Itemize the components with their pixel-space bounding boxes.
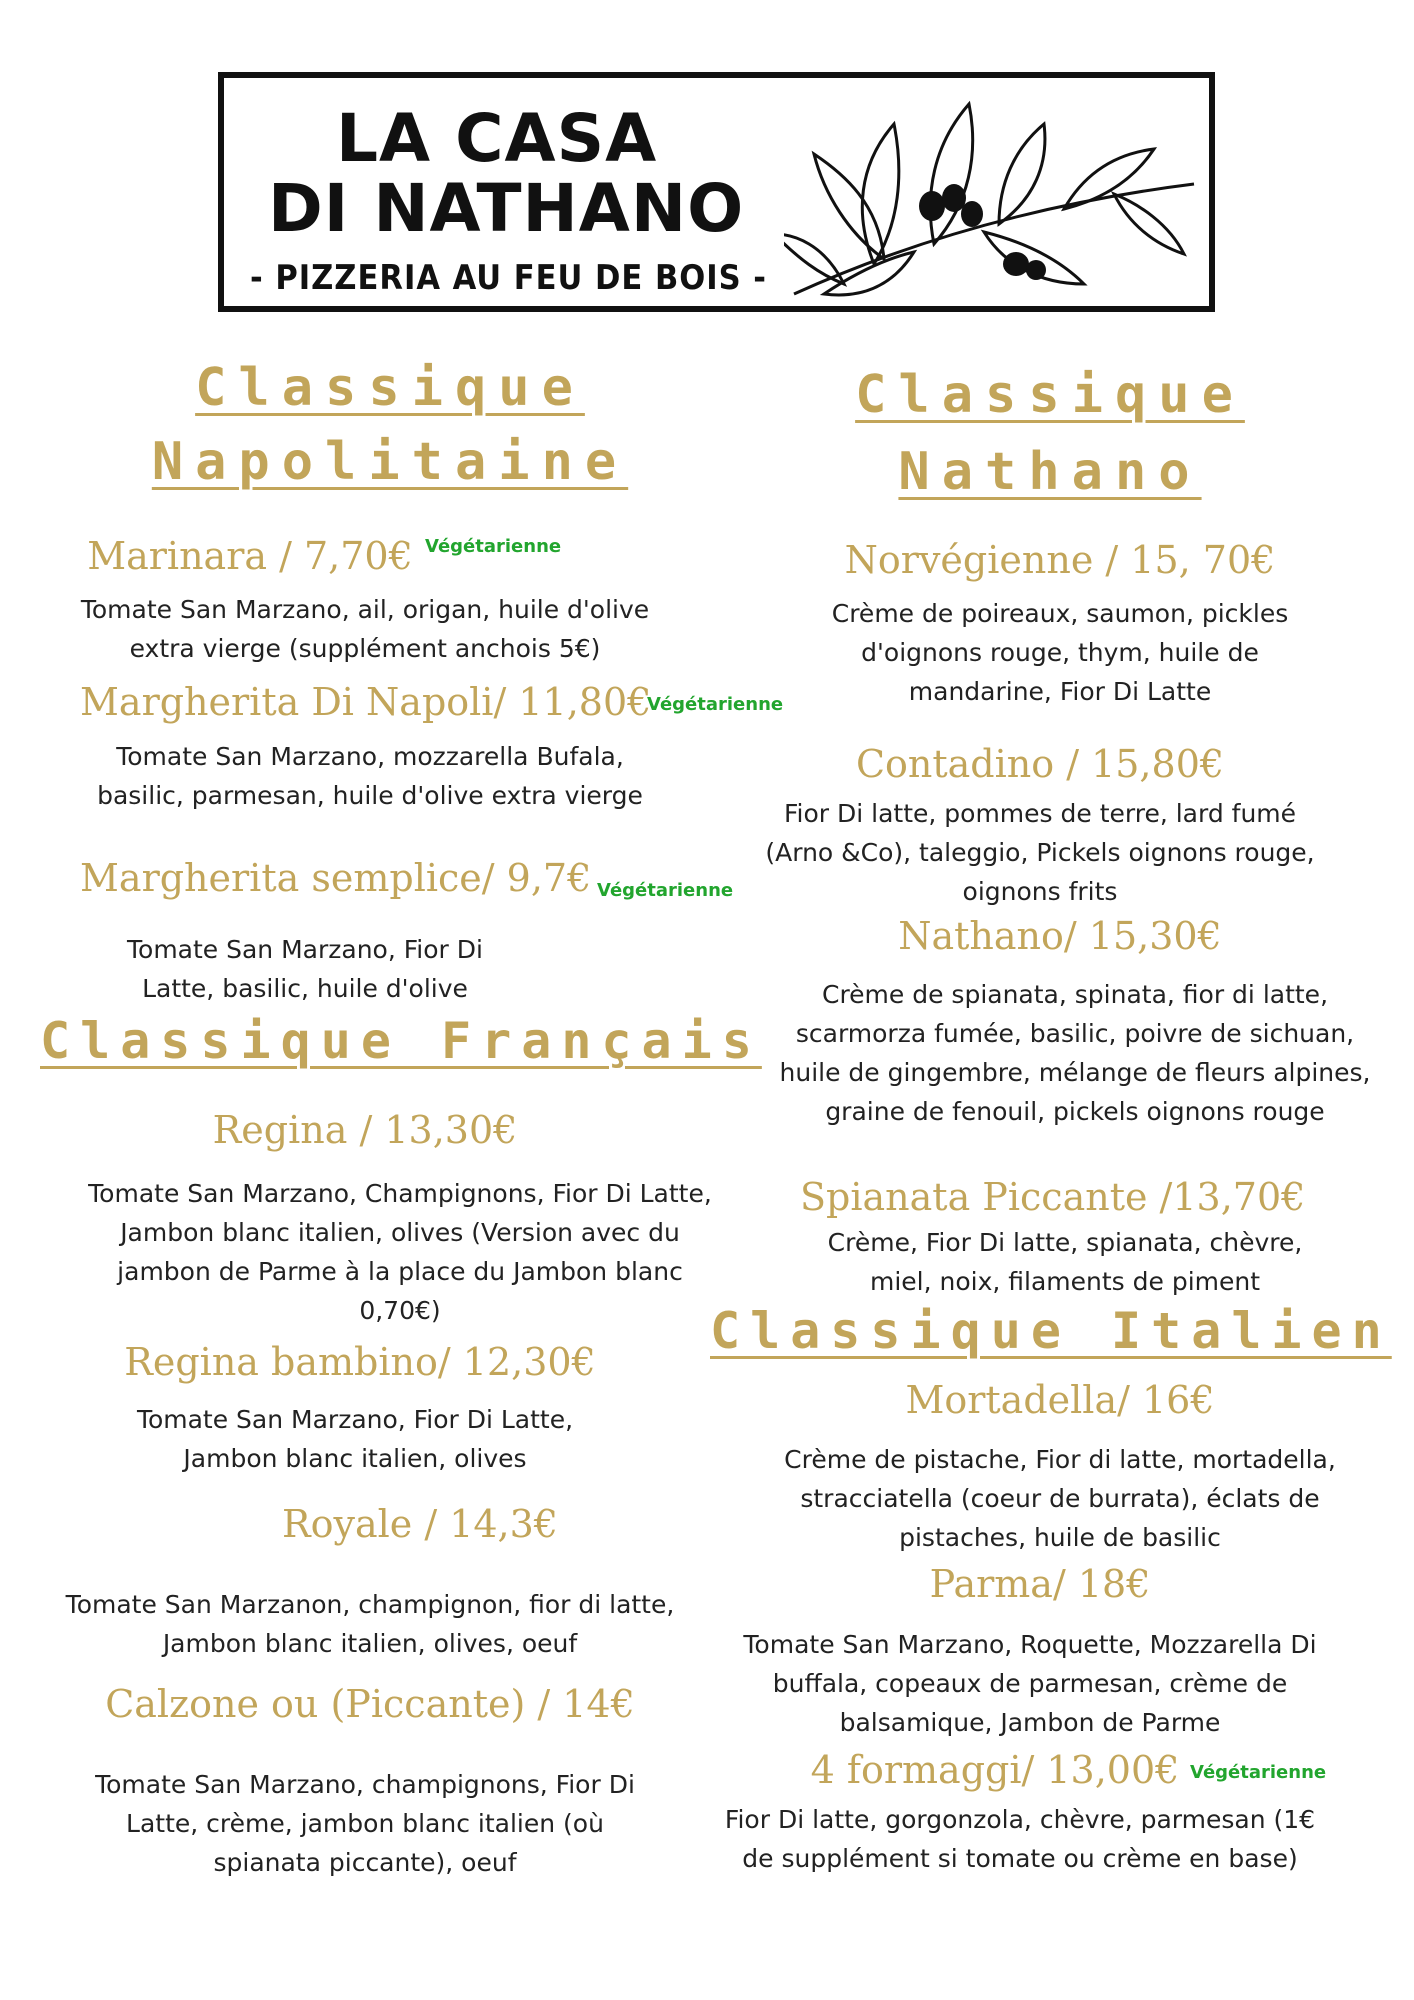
- item-desc-calzone: Tomate San Marzano, champignons, Fior Di Latte, crème, jambon blanc italien (où spianata piccante), oeuf: [95, 1770, 635, 1877]
- section-title-nathano-line1: Classique: [855, 365, 1245, 425]
- item-name-mortadella: Mortadella/ 16€: [905, 1378, 1215, 1422]
- item-desc-royale: Tomate San Marzanon, champignon, fior di latte, Jambon blanc italien, olives, oeuf: [65, 1590, 675, 1658]
- logo-subtitle: - PIZZERIA AU FEU DE BOIS -: [250, 258, 768, 298]
- item-desc-margherita-semplice: Tomate San Marzano, Fior Di Latte, basilic, huile d'olive: [127, 935, 483, 1003]
- item-name-norvegienne: Norvégienne / 15, 70€: [844, 538, 1276, 582]
- olive-branch-icon: [784, 94, 1204, 304]
- section-title-francais: Classique Français: [40, 1012, 762, 1070]
- item-name-spianata-piccante: Spianata Piccante /13,70€: [800, 1175, 1306, 1219]
- item-desc-nathano: Crème de spianata, spinata, fior di latte, scarmorza fumée, basilic, poivre de sichuan, huile de gingembre, mélange de fleurs alpines, graine de fenouil, pickels oignons rouge: [779, 980, 1371, 1126]
- item-desc-regina: Tomate San Marzano, Champignons, Fior Di Latte, Jambon blanc italien, olives (Version avec du jambon de Parme à la place du Jambon blanc 0,70€): [88, 1179, 712, 1325]
- item-desc-parma: Tomate San Marzano, Roquette, Mozzarella Di buffala, copeaux de parmesan, crème de balsamique, Jambon de Parme: [743, 1630, 1317, 1737]
- item-desc-contadino: Fior Di latte, pommes de terre, lard fumé (Arno &Co), taleggio, Pickels oignons rouge, oignons frits: [765, 799, 1315, 906]
- item-name-regina-bambino: Regina bambino/ 12,30€: [124, 1340, 596, 1384]
- logo-line-1: LA CASA: [336, 100, 658, 177]
- item-name-contadino: Contadino / 15,80€: [855, 742, 1225, 786]
- item-desc-margherita-napoli: Tomate San Marzano, mozzarella Bufala, basilic, parmesan, huile d'olive extra vierge: [97, 742, 643, 810]
- item-name-regina: Regina / 13,30€: [212, 1108, 518, 1152]
- item-name-parma: Parma/ 18€: [929, 1562, 1151, 1606]
- item-desc-regina-bambino: Tomate San Marzano, Fior Di Latte, Jambon blanc italien, olives: [136, 1405, 574, 1473]
- item-desc-marinara: Tomate San Marzano, ail, origan, huile d'olive extra vierge (supplément anchois 5€): [80, 595, 650, 663]
- veg-badge-margherita-napoli: Végétarienne: [647, 694, 784, 715]
- item-desc-spianata-piccante: Crème, Fior Di latte, spianata, chèvre, miel, noix, filaments de piment: [827, 1228, 1303, 1296]
- item-name-calzone: Calzone ou (Piccante) / 14€: [105, 1682, 635, 1726]
- section-title-napolitaine-line2: Napolitaine: [151, 432, 629, 492]
- item-desc-norvegienne: Crème de poireaux, saumon, pickles d'oignons rouge, thym, huile de mandarine, Fior Di Latte: [831, 599, 1289, 706]
- veg-badge-marinara: Végétarienne: [425, 536, 562, 557]
- restaurant-logo: [218, 72, 1215, 312]
- item-desc-mortadella: Crème de pistache, Fior di latte, mortadella, stracciatella (coeur de burrata), éclats de pistaches, huile de basilic: [784, 1445, 1336, 1552]
- section-title-italien: Classique Italien: [710, 1302, 1392, 1360]
- item-name-marinara: Marinara / 7,70€: [87, 534, 413, 578]
- veg-badge-margherita-semplice: Végétarienne: [597, 880, 734, 901]
- item-name-margherita-napoli: Margherita Di Napoli/ 11,80€: [80, 680, 652, 724]
- item-name-nathano: Nathano/ 15,30€: [898, 914, 1222, 958]
- veg-badge-4-formaggi: Végétarienne: [1190, 1762, 1327, 1783]
- section-title-nathano-line2: Nathano: [898, 442, 1202, 502]
- item-name-margherita-semplice: Margherita semplice/ 9,7€: [80, 856, 592, 900]
- item-desc-4-formaggi: Fior Di latte, gorgonzola, chèvre, parmesan (1€ de supplément si tomate ou crème en base): [724, 1805, 1316, 1873]
- item-name-4-formaggi: 4 formaggi/ 13,00€: [810, 1748, 1180, 1792]
- section-title-napolitaine-line1: Classique: [195, 358, 585, 418]
- logo-line-2: DI NATHANO: [268, 170, 745, 247]
- item-name-royale: Royale / 14,3€: [281, 1502, 558, 1546]
